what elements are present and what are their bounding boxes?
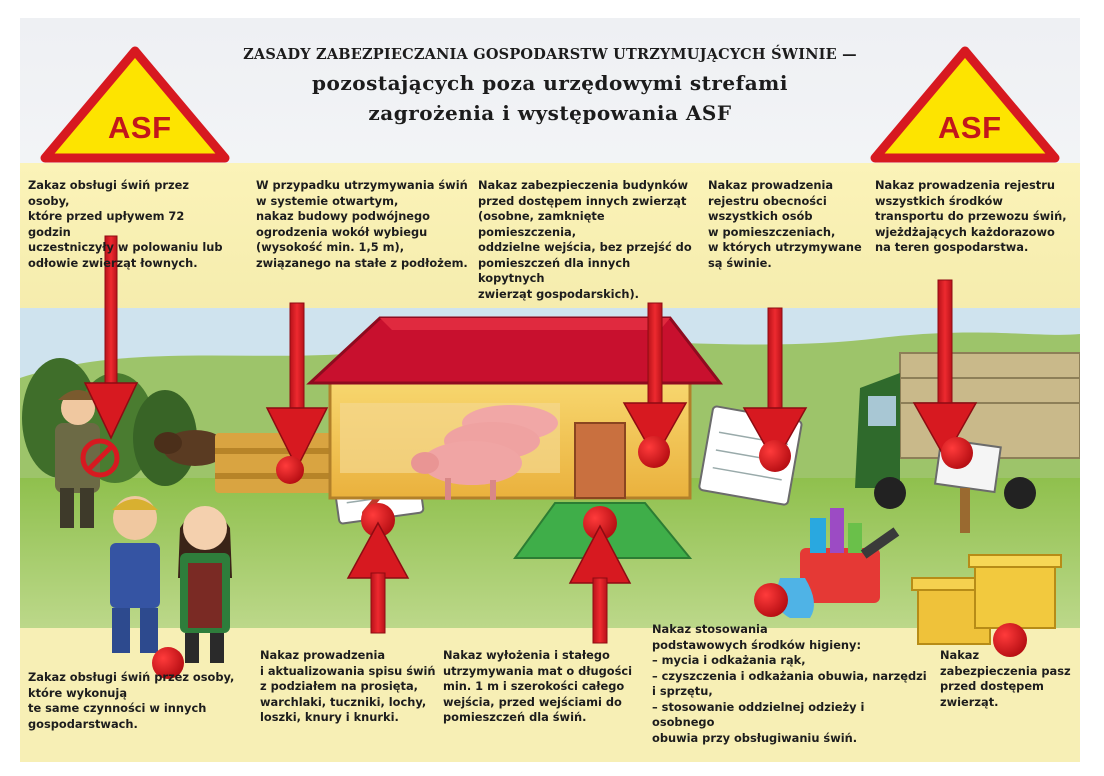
barn-door <box>575 423 625 498</box>
asf-label-left: ASF <box>108 110 172 145</box>
rule-other-farms-ban: Zakaz obsługi świń przez osoby, które wykonują te same czynności w innych gospodarstwach. <box>28 670 235 731</box>
rule-hunting-ban: Zakaz obsługi świń przez osoby, które przed upływem 72 godzin uczestniczyły w polowaniu lub odłowie zwierząt łownych. <box>28 178 223 270</box>
poster <box>20 18 1080 762</box>
asf-label-right: ASF <box>938 110 1002 145</box>
title-line-2: pozostających poza urzędowymi strefami <box>312 71 788 95</box>
rule-feed-protection: Nakaz zabezpieczenia pasz przed dostępem zwierząt. <box>940 648 1071 709</box>
rule-double-fence: W przypadku utrzymywania świń w systemie otwartym, nakaz budowy podwójnego ogrodzenia wokół wybiegu (wysokość min. 1,5 m), związanego na stałe z podłożem. <box>256 178 468 270</box>
wooden-fence <box>215 433 335 493</box>
rule-disinfection-mats: Nakaz wyłożenia i stałego utrzymywania mat o długości min. 1 m i szerokości całego wejścia, przed wejściami do pomieszczeń dla świń. <box>443 648 633 724</box>
rule-building-protection: Nakaz zabezpieczenia budynków przed dostępem innych zwierząt (osobne, zamknięte pomieszczenia, oddzielne wejścia, bez przejść do pomieszczeń dla innych kopytnych zwierząt gospodarskich). <box>478 178 692 301</box>
rule-pig-inventory: Nakaz prowadzenia i aktualizowania spisu świń z podziałem na prosięta, warchlaki, tuczniki, lochy, loszki, knury i knurki. <box>260 648 436 724</box>
poster-title <box>170 46 930 125</box>
title-line-3: zagrożenia i występowania ASF <box>368 101 732 125</box>
arrow-hygiene <box>754 583 788 617</box>
rule-visitor-register: Nakaz prowadzenia rejestru obecności wszystkich osób w pomieszczeniach, w których utrzymywane są świnie. <box>708 178 862 270</box>
title-line-1: ZASADY ZABEZPIECZANIA GOSPODARSTW UTRZYMUJĄCYCH ŚWINIE — <box>243 46 857 63</box>
rule-transport-register: Nakaz prowadzenia rejestru wszystkich środków transportu do przewozu świń, wjeżdżających każdorazowo na teren gospodarstwa. <box>875 178 1067 254</box>
rule-hygiene-measures: Nakaz stosowania podstawowych środków higieny: – mycia i odkażania rąk, – czyszczenia i odkażania obuwia, narzędzi i sprzętu, – stosowanie oddzielnej odzieży i osobnego obuwia przy obsługiwaniu świń. <box>652 622 927 745</box>
